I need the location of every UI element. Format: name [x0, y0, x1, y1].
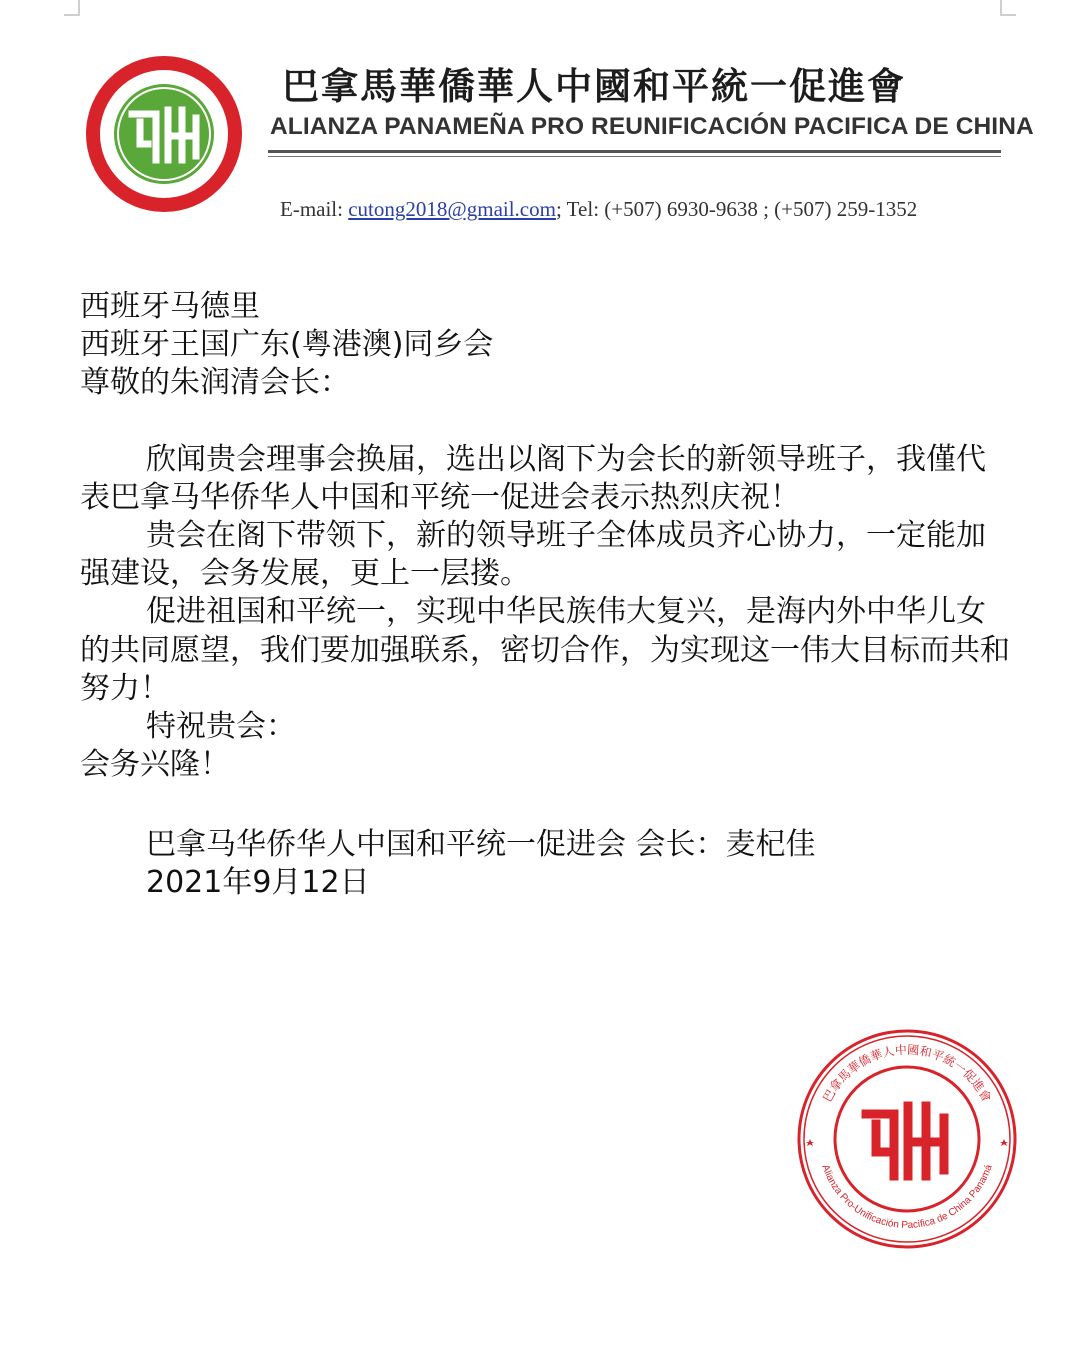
closing-wish: 会务兴隆！: [80, 747, 230, 783]
seal-star-left-icon: [806, 1139, 814, 1146]
salutation: 尊敬的朱润清会长：: [80, 365, 350, 401]
header-divider-thin: [268, 156, 1001, 157]
paragraph-reunification: 促进祖国和平统一，实现中华民族伟大复兴，是海内外中华儿女的共同愿望，我们要加强联系，密切合作，为实现这一伟大目标而共和努力！: [80, 594, 1010, 706]
seal-ring-text-chinese: 巴拿馬華僑華人中國和平統一促進會: [820, 1042, 994, 1105]
signature-block: [146, 826, 1006, 902]
paragraph-congratulations: 欣闻贵会理事会换届，选出以阁下为会长的新领导班子，我僅代表巴拿马华侨华人中国和平统一促进会表示热烈庆祝！: [80, 441, 986, 515]
paragraph-wishes: 贵会在阁下带领下，新的领导班子全体成员齐心协力，一定能加强建设，会务发展，更上一层搂。: [80, 518, 986, 592]
email-label: E-mail:: [280, 197, 349, 221]
official-seal-stamp-icon: [794, 1026, 1020, 1252]
organization-logo-icon: [84, 52, 244, 216]
signature: 巴拿马华侨华人中国和平统一促进会 会长：麦杞佳: [146, 827, 816, 862]
seal-star-right-icon: [1000, 1139, 1008, 1146]
letter-body: [80, 288, 1010, 784]
header-divider: [268, 150, 1001, 153]
letter-date: 2021年9月12日: [146, 865, 370, 901]
closing-greeting: 特祝贵会：: [146, 709, 296, 745]
contact-line: [280, 197, 1010, 222]
phone-numbers: ; Tel: (+507) 6930-9638 ; (+507) 259-1352: [555, 197, 918, 221]
organization-name-spanish: ALIANZA PANAMEÑA PRO REUNIFICACIÓN PACIFICA DE CHINA: [270, 113, 1034, 140]
email-link[interactable]: cutong2018@gmail.com: [348, 197, 556, 221]
seal-ring-text-spanish: Alianza Pro-Unificación Pacifica de China Panamá: [819, 1163, 995, 1232]
recipient-location: 西班牙马德里: [80, 289, 260, 324]
organization-name-chinese: 巴拿馬華僑華人中國和平統一促進會: [282, 64, 906, 108]
recipient-organization: 西班牙王国广东(粤港澳)同乡会: [80, 327, 494, 363]
page-corner-mark: [1000, 0, 1016, 16]
page-corner-mark: [64, 0, 80, 16]
